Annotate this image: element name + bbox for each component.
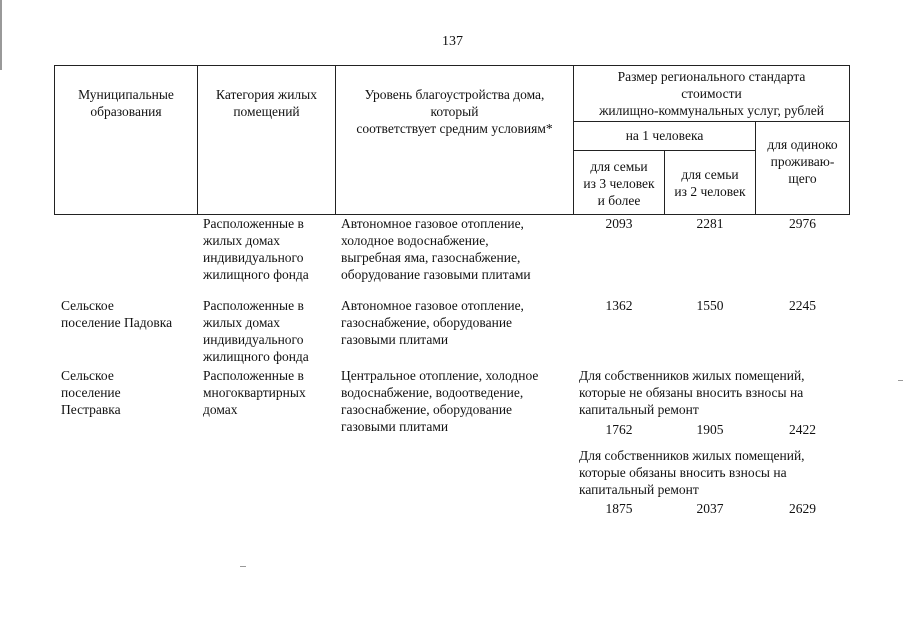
header-single: для одиноко проживаю- щего	[767, 137, 838, 186]
row1-level: Автономное газовое отопление, холодное водоснабжение, выгребная яма, газоснабжение, оборудование газовыми плитами	[341, 216, 531, 282]
row3-a-value-family3: 1762	[605, 422, 633, 437]
row3-a-value-family2: 1905	[696, 422, 724, 437]
row2-value-single: 2245	[789, 298, 816, 313]
row3-b-value-family2: 2037	[696, 501, 724, 516]
scan-edge-mark	[898, 380, 903, 381]
header-family-2: для семьи из 2 человек	[674, 167, 746, 199]
row3-level: Центральное отопление, холодное водоснабжение, водоотведение, газоснабжение, оборудование газовыми плитами	[341, 368, 539, 434]
row2-municipality: Сельское поселение Падовка	[61, 298, 173, 330]
header-level: Уровень благоустройства дома, который соответствует средним условиям*	[356, 87, 553, 136]
header-standard-size: Размер регионального стандарта стоимости жилищно-коммунальных услуг, рублей	[599, 69, 824, 118]
row1-category: Расположенные в жилых домах индивидуального жилищного фонда	[203, 216, 309, 282]
row3-a-value-single: 2422	[789, 422, 816, 437]
row2-value-family3: 1362	[605, 298, 633, 313]
row3-b-value-single: 2629	[789, 501, 816, 516]
row3-category: Расположенные в многоквартирных домах	[203, 368, 306, 417]
header-municipalities: Муниципальные образования	[78, 87, 174, 119]
row3-note-no-capital-repair: Для собственников жилых помещений, которые не обязаны вносить взносы на капитальный ремонт	[579, 368, 805, 417]
row2-level: Автономное газовое отопление, газоснабжение, оборудование газовыми плитами	[341, 298, 524, 347]
scan-edge-mark	[0, 0, 2, 70]
row3-municipality: Сельское поселение Пестравка	[61, 368, 121, 417]
row3-b-value-family3: 1875	[605, 501, 633, 516]
row3-note-capital-repair: Для собственников жилых помещений, которые обязаны вносить взносы на капитальный ремонт	[579, 448, 805, 497]
page-number: 137	[442, 34, 463, 49]
row2-value-family2: 1550	[696, 298, 724, 313]
header-per-person: на 1 человека	[625, 128, 704, 143]
scan-speck	[240, 566, 246, 567]
row1-value-single: 2976	[789, 216, 816, 231]
row1-value-family3: 2093	[605, 216, 633, 231]
header-category: Категория жилых помещений	[216, 87, 317, 119]
row1-value-family2: 2281	[696, 216, 724, 231]
row2-category: Расположенные в жилых домах индивидуального жилищного фонда	[203, 298, 309, 364]
header-family-3: для семьи из 3 человек и более	[583, 159, 655, 208]
